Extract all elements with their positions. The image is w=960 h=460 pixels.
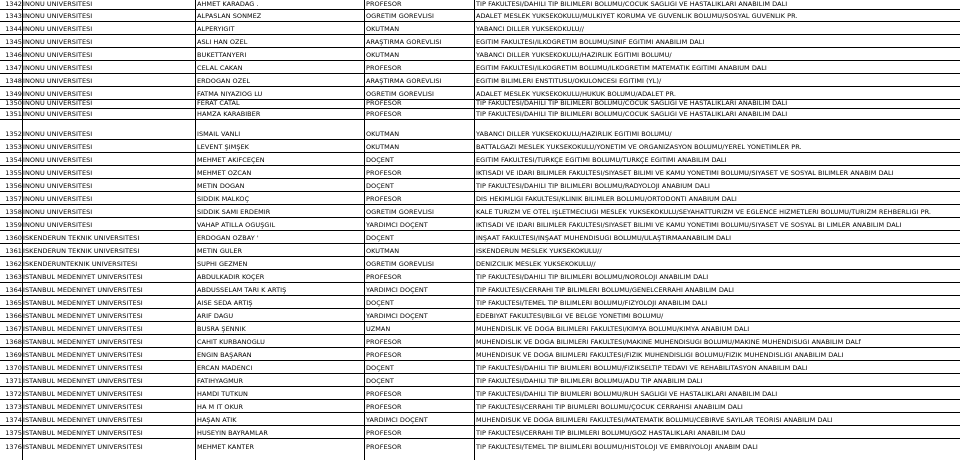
department-cell: TIP FAKULTESI/DAHILI TIP BIUMLERI BOLUMU/FIZIKSELTIP TEDAVI VE REHABILITASYON ANABILIM DALI — [476, 364, 808, 372]
name-cell: HUSEYIN BAYRAMLAR — [197, 429, 268, 437]
name-cell: CAHIT KURBANOGLU — [197, 338, 265, 346]
name-cell: ERDOGAN OZEL — [197, 77, 251, 85]
university-cell: INONU UNIVERSITESI — [23, 195, 93, 203]
university-cell: ISTANBUL MEDENIYET UNIVERSITESI — [23, 403, 143, 411]
row-number: 1345 — [5, 38, 22, 46]
table-row — [0, 428, 960, 439]
title-cell: YARDIMCI DOÇENT — [366, 416, 428, 424]
university-cell: ISTANBUL MEDENIYET UNIVERSITESI — [23, 429, 143, 437]
name-cell: SIDDIK SAMI ERDEMIR — [197, 208, 271, 216]
table-row — [0, 259, 960, 270]
title-cell: PROFESOR — [366, 429, 402, 437]
name-cell: HA M IT OKUR — [197, 403, 244, 411]
row-number: 1370 — [5, 364, 22, 372]
name-cell: BUKETTANYERI — [197, 51, 247, 59]
table-row — [0, 415, 960, 426]
title-cell: OGRETIM GOREVLISI — [366, 208, 434, 216]
university-cell: ISTANBUL MEDENIYET UNIVERSITESI — [23, 416, 143, 424]
name-cell: BUSRA ŞENNIK — [197, 325, 246, 333]
title-cell: OGRETIM GOREVLISI — [366, 90, 434, 98]
table-row — [0, 0, 960, 10]
title-cell: PROFESOR — [366, 169, 402, 177]
university-cell: INONU UNIVERSITESI — [23, 90, 93, 98]
department-cell: TIP FAKULTESI/DAHILI TIP BILIMLERI BOLUMU/COCUK SAGLIGI VE HASTALIKLARI ANABILIM DALI — [476, 0, 788, 8]
table-row — [0, 142, 960, 153]
university-cell: ISTANBUL MEDENIYET UNIVERSITESI — [23, 338, 143, 346]
department-cell: YABANCI DILLER YUKSEKOKULU/HAZIRLIK EGITIMI BOLUMU/ — [476, 51, 672, 59]
department-cell: DIS HEKIMLIGI FAKULTESI/KLINIK BILIMLER BOLUMU/ORTODONTI ANABIUM DALI — [476, 195, 737, 203]
table-row — [0, 337, 960, 348]
table-row — [0, 441, 960, 452]
row-number: 1371 — [5, 377, 22, 385]
row-number: 1343 — [5, 12, 22, 20]
title-cell: DOÇENT — [366, 377, 394, 385]
university-cell: INONU UNIVERSITESI — [23, 130, 93, 138]
row-number: 1364 — [5, 286, 22, 294]
university-cell: INONU UNIVERSITESI — [23, 169, 93, 177]
name-cell: METIN GULER — [197, 247, 243, 255]
row-number: 1372 — [5, 390, 22, 398]
title-cell: DOÇENT — [366, 364, 394, 372]
name-cell: AHMET KARADAG . — [197, 0, 259, 8]
department-cell: IKTISADI VE IDARI BILIMLER FAKULTESI/SIYASET BILIMI VE KAMU YONETIMI BOLUMU/SIYASET VE SOSYAL BILIMLER ANABIM DALI — [476, 169, 894, 177]
university-cell: ISKENDERUNTEKNIK UNIVERSITESI — [23, 260, 138, 268]
row-number: 1361 — [5, 247, 22, 255]
department-cell: TIP FAKULTESI/DAHILI TIP BILIMLERI BOLUMU/NOROLOJI ANABILIM DALI — [476, 273, 709, 281]
table-row — [0, 376, 960, 387]
university-cell: ISTANBUL MEDENIYET UNIVERSITESI — [23, 325, 143, 333]
table-row — [0, 220, 960, 231]
name-cell: ENGIN BAŞARAN — [197, 351, 252, 359]
name-cell: METIN DOGAN — [197, 182, 245, 190]
row-number: 1369 — [5, 351, 22, 359]
university-cell: ISKENDERUN TEKNIK UNIVERSITESI — [23, 247, 140, 255]
department-cell: MUHENDISLIK VE DOGA BILIMLERI FAKULTESI/MAKINE MUHENDISUGI BOLUMU/MAKINE MUHENDISUGI ANABILIM DALf — [476, 338, 861, 346]
table-row — [0, 311, 960, 322]
table-row — [0, 285, 960, 296]
table-row — [0, 76, 960, 87]
title-cell: PROFESOR — [366, 403, 402, 411]
title-cell: PROFESOR — [366, 273, 402, 281]
department-cell: MUHENDISLIK VE DOGA BILIMLERI FAKULTESI/KIMYA BOLUMU/KIMYA ANABIUM DALI — [476, 325, 750, 333]
name-cell: ERCAN MADENCI — [197, 364, 253, 372]
department-cell: EGITIM FAKULTESI/TURKÇE EGITIMI BOLUMU/TURKÇE EGITIMI ANABILIM DALI — [476, 156, 727, 164]
department-cell: TIP FAKULTESI/CERRAHI TIP BILIMLERI BOLUMU/GOZ HASTALIKLARI ANABILIM DAU — [476, 429, 746, 437]
department-cell: TIP FAKULTESI/TEMEL TIP BILIMLERI BOLUMU/FIZYOLOJI ANABILIM DALI — [476, 299, 708, 307]
row-number: 1358 — [5, 208, 22, 216]
university-cell: INONU UNIVERSITESI — [23, 0, 93, 8]
name-cell: HAMDI TUTKUN — [197, 390, 248, 398]
university-cell: ISTANBUL MEDENIYET UNIVERSITESI — [23, 443, 143, 451]
row-number: 1368 — [5, 338, 22, 346]
title-cell: UZMAN — [366, 325, 391, 333]
name-cell: ASLI HAN OZEL — [197, 38, 248, 46]
row-number: 1356 — [5, 182, 22, 190]
title-cell: YARDIMCI DOÇENT — [366, 221, 428, 229]
table-row — [0, 350, 960, 361]
row-number: 1350 — [5, 99, 22, 107]
department-cell: ISKENDERUN MESLEK YUKSEKOKULU// — [476, 247, 602, 255]
name-cell: MEHMET OZCAN — [197, 169, 252, 177]
row-number: 1346 — [5, 51, 22, 59]
department-cell: TIP FAKULTESI/DAHILI TIP BILIMLERI BOLUMU/ADU TIP ANABILIM DALI — [476, 377, 703, 385]
row-number: 1373 — [5, 403, 22, 411]
department-cell: EGITIM BILIMLERI ENSTITUSU/OKULONCESI EGITIMI (YL)/ — [476, 77, 662, 85]
title-cell: DOÇENT — [366, 182, 394, 190]
name-cell: SUPHI GEZMEN — [197, 260, 248, 268]
table-row — [0, 298, 960, 309]
university-cell: INONU UNIVERSITESI — [23, 51, 93, 59]
department-cell: EGITIM FAKULTESI/ILKOGRETIM BOLUMU/SINIF EGITIMI ANABILIM DALI — [476, 38, 705, 46]
department-cell: TIP FAKULTESI/DAHILI TIP BILIMLERI BOLUMU/RADYOLOJI ANABIUM DALI — [476, 182, 710, 190]
department-cell: DENIZCILIK MESLEK YUKSEKOKULU// — [476, 260, 596, 268]
department-cell: TIP FAKULTESI/DAHILI TIP BILIMLERI BOLUMU/COCUK SAGLIGI VE HASTALIKLARI ANABILIM DALI — [476, 110, 788, 118]
name-cell: ALPERYIGIT — [197, 25, 235, 33]
name-cell: SIDDIK MALKOÇ — [197, 195, 250, 203]
row-number: 1354 — [5, 156, 22, 164]
university-cell: ISTANBUL MEDENIYET UNIVERSITESI — [23, 273, 143, 281]
department-cell: MUHENDISUK VE DOGA BILIMLERI FAKULTESI/FIZIK MUHENDISLIGI BOLUMU/FIZIK MUHENDISLIGI ANABILIM DALI — [476, 351, 844, 359]
title-cell: ARAŞTIRMA GOREVLISI — [366, 77, 442, 85]
row-number: 1352 — [5, 130, 22, 138]
department-cell: IKTISADI VE IDARI BILIMLER FAKULTESI/SIYASET BILIMI VE KAMU YONETIMI BOLUMU/SIYASET VE SOSYAL BI LIMLER ANABILIM DALI — [476, 221, 902, 229]
department-cell: EGITIM FAKULTESI/ILKOGRETIM BOLUMU/ILKOGRETIM MATEMATIK EGITIMI ANABIUM DALI — [476, 64, 767, 72]
university-cell: INONU UNIVERSITESI — [23, 38, 93, 46]
table-row — [0, 272, 960, 283]
university-cell: INONU UNIVERSITESI — [23, 143, 93, 151]
row-number: 1357 — [5, 195, 22, 203]
name-cell: VAHAP ATILLA OGUŞGIL — [197, 221, 276, 229]
row-number: 1360 — [5, 234, 22, 242]
name-cell: ABDUSSELAM TARI K ARTIŞ — [197, 286, 287, 294]
title-cell: PROFESOR — [366, 0, 402, 8]
title-cell: OKUTMAN — [366, 130, 400, 138]
university-cell: INONU UNIVERSITESI — [23, 12, 93, 20]
name-cell: FATMA NIYAZIOG LU — [197, 90, 263, 98]
title-cell: OKUTMAN — [366, 25, 400, 33]
table-row — [0, 233, 960, 244]
table-row — [0, 50, 960, 61]
title-cell: PROFESOR — [366, 351, 402, 359]
department-cell: TIP FAKULTESI/DAHILI TIP BILIMLERI BOLUMU/COCUK SAGLIGI VE HASTALIKLARI ANABILIM DALI — [476, 99, 788, 107]
title-cell: YARDIMCI DOÇENT — [366, 286, 428, 294]
name-cell: MEHMET KANTER — [197, 443, 255, 451]
name-cell: HAMZA KARABIBER — [197, 110, 261, 118]
title-cell: OGRETIM GOREVLISI — [366, 260, 434, 268]
department-cell: BATTALGAZI MESLEK YUKSEKOKULU/YONETIM VE ORGANIZASYON BOLUMU/YEREL YONETIMLER PR. — [476, 143, 802, 151]
title-cell: OKUTMAN — [366, 247, 400, 255]
department-cell: KALE TURIZM VE OTEL IŞLETMECIUGI MESLEK YUKSEKOKULU/SEYAHATTURIZM VE EGLENCE HIZMETLERI BOLUMU/TURIZM REHBERLIGI PR. — [476, 208, 932, 216]
university-cell: INONU UNIVERSITESI — [23, 64, 93, 72]
department-cell: INŞAAT FAKULTESI/INŞAAT MUHENDISUGI BOLUMU/ULAŞTIRMAANABILIM DALI — [476, 234, 732, 242]
title-cell: YARDIMCI DOÇENT — [366, 312, 428, 320]
name-cell: ARIF DAGU — [197, 312, 234, 320]
name-cell: ABDULKADIR KOÇER — [197, 273, 265, 281]
name-cell: ISMAIL VANLI — [197, 130, 241, 138]
table-row — [0, 207, 960, 218]
name-cell: AISE SEDA ARTIŞ — [197, 299, 253, 307]
department-cell: YABANCI DILLER YUKSEKOKULU/HAZIRLIK EGITIMI BOLUMU/ — [476, 130, 672, 138]
department-cell: EDEBIYAT FAKULTESI/BILGI VE BELGE YONETIMI BOLUMU/ — [476, 312, 664, 320]
name-cell: ALPASLAN SONMEZ — [197, 12, 262, 20]
table-row — [0, 363, 960, 374]
table-row — [0, 181, 960, 192]
university-cell: ISTANBUL MEDENIYET UNIVERSITESI — [23, 351, 143, 359]
row-number: 1363 — [5, 273, 22, 281]
university-cell: INONU UNIVERSITESI — [23, 182, 93, 190]
university-cell: INONU UNIVERSITESI — [23, 208, 93, 216]
title-cell: PROFESOR — [366, 195, 402, 203]
table-row — [0, 118, 960, 140]
title-cell: OGRETIM GOREVLISI — [366, 12, 434, 20]
title-cell: PROFESOR — [366, 64, 402, 72]
university-cell: INONU UNIVERSITESI — [23, 99, 93, 107]
title-cell: ARAŞTIRMA GOREVLISI — [366, 38, 442, 46]
name-cell: MEHMET AKIFCEÇEN — [197, 156, 265, 164]
name-cell: ERDOGAN OZBAY ' — [197, 234, 259, 242]
department-cell: YABANCI DILLER YUKSEKOKULU// — [476, 25, 584, 33]
title-cell: PROFESOR — [366, 390, 402, 398]
university-cell: INONU UNIVERSITESI — [23, 110, 93, 118]
title-cell: DOÇENT — [366, 299, 394, 307]
title-cell: PROFESOR — [366, 99, 402, 107]
department-cell: TIP FAKULTESI/CERRAHI TIP BIUMLERI BOLUMU/ÇOCUK CERRAHISI ANABILIM DALI — [476, 403, 743, 411]
row-number: 1376 — [5, 443, 22, 451]
title-cell: PROFESOR — [366, 110, 402, 118]
table-row — [0, 37, 960, 48]
university-cell: ISTANBUL MEDENIYET UNIVERSITESI — [23, 286, 143, 294]
university-cell: INONU UNIVERSITESI — [23, 25, 93, 33]
university-cell: INONU UNIVERSITESI — [23, 221, 93, 229]
university-cell: ISKENDERUN TEKNIK UNIVERSITESI — [23, 234, 140, 242]
title-cell: DOÇENT — [366, 234, 394, 242]
university-cell: INONU UNIVERSITESI — [23, 156, 93, 164]
department-cell: TIP FAKULTESI/DAHILI TIP BIUMLERI BOLUMU/RUH SAGLIGI VE HASTALIKLARI ANABILIM DALI — [476, 390, 778, 398]
row-number: 1353 — [5, 143, 22, 151]
row-number: 1374 — [5, 416, 22, 424]
title-cell: DOÇENT — [366, 156, 394, 164]
row-number: 1349 — [5, 90, 22, 98]
university-cell: ISTANBUL MEDENIYET UNIVERSITESI — [23, 390, 143, 398]
university-cell: ISTANBUL MEDENIYET UNIVERSITESI — [23, 364, 143, 372]
table-row — [0, 24, 960, 35]
row-number: 1365 — [5, 299, 22, 307]
department-cell: TIP FAKULTESI/TEMEL TIP BILIMLERI BOLUMU/HISTOLOJI VE EMBRIYOLOJI ANABIM DALI — [476, 443, 758, 451]
row-number: 1348 — [5, 77, 22, 85]
row-number: 1342 — [5, 0, 22, 8]
name-cell: FATIHYAGMUR — [197, 377, 244, 385]
title-cell: PROFESOR — [366, 443, 402, 451]
name-cell: FERAT CATAL — [197, 99, 240, 107]
university-cell: INONU UNIVERSITESI — [23, 77, 93, 85]
name-cell: HAŞAN ATIK — [197, 416, 237, 424]
university-cell: ISTANBUL MEDENIYET UNIVERSITESI — [23, 312, 143, 320]
table-row — [0, 63, 960, 74]
row-number: 1362 — [5, 260, 22, 268]
table-row — [0, 194, 960, 205]
department-cell: ADALET MESLEK YUKSEKOKULU/MULKIYET KORUMA VE GUVENLIK BOLUMU/SOSYAL GUVENLIK PR. — [476, 12, 798, 20]
name-cell: LEVENT ŞIMŞEK — [197, 143, 249, 151]
title-cell: PROFESOR — [366, 338, 402, 346]
row-number: 1344 — [5, 25, 22, 33]
table-row — [0, 155, 960, 166]
university-cell: ISTANBUL MEDENIYET UNIVERSITESI — [23, 299, 143, 307]
row-number: 1367 — [5, 325, 22, 333]
table-row — [0, 168, 960, 179]
table-row — [0, 11, 960, 22]
row-number: 1375 — [5, 429, 22, 437]
row-number: 1355 — [5, 169, 22, 177]
table-row — [0, 246, 960, 257]
title-cell: OKUTMAN — [366, 143, 400, 151]
table-row — [0, 402, 960, 413]
department-cell: TIP FAKULTESI/CERRAHI TIP BILIMLERI BOLUMU/GENELCERRAHI ANABILIM DALI — [476, 286, 734, 294]
department-cell: ADALET MESLEK YUKSEKOKULU/HUKUK BOLUMU/ADALET PR. — [476, 90, 676, 98]
row-number: 1359 — [5, 221, 22, 229]
row-number: 1347 — [5, 64, 22, 72]
university-cell: ISTANBUL MEDENIYET UNIVERSITESI — [23, 377, 143, 385]
department-cell: MUHENDISUK VE DOGA BILIMLERI FAKULTESI/MATEMATIK BOLUMU/CEBIRVE SAYILAR TEORISI ANABILIM DALI — [476, 416, 833, 424]
row-number: 1351 — [5, 110, 22, 118]
name-cell: CELAL CAKAN — [197, 64, 243, 72]
table-row — [0, 389, 960, 400]
row-number: 1366 — [5, 312, 22, 320]
title-cell: OKUTMAN — [366, 51, 400, 59]
table-row — [0, 324, 960, 335]
